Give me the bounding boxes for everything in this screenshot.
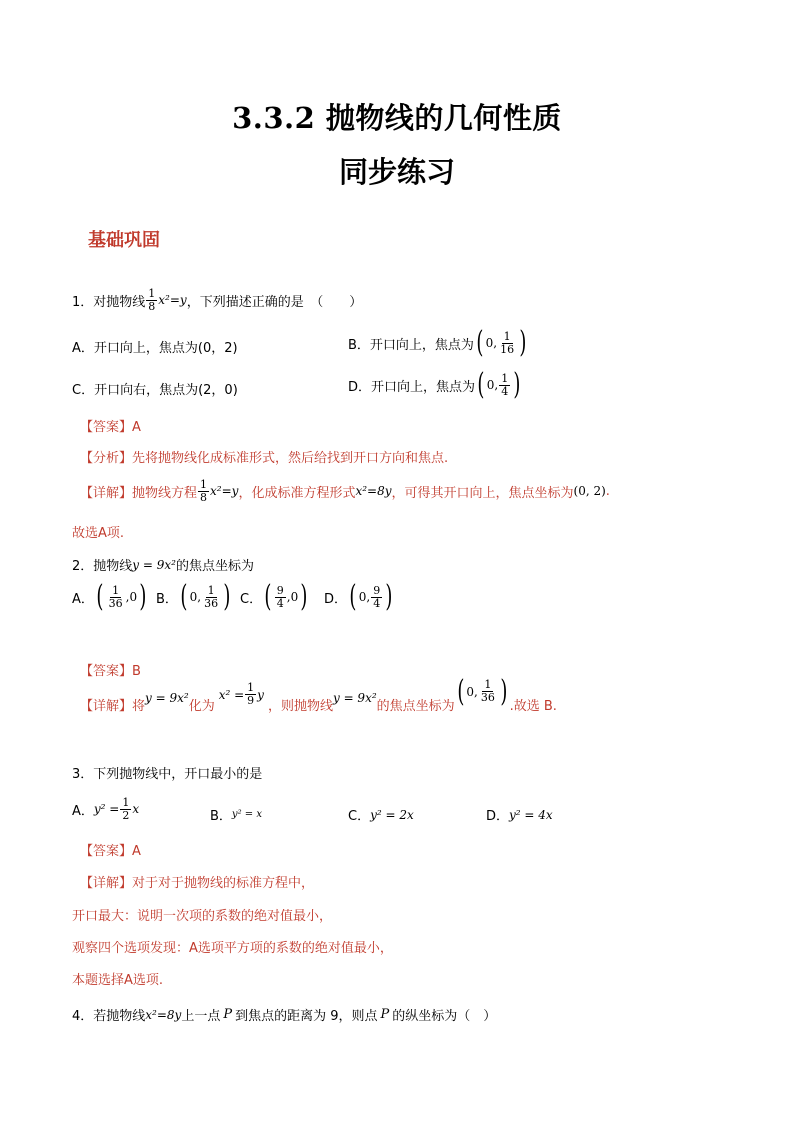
question-2-option-a: A． ( $\frac{1}{36}$ ,0 ) (72, 579, 147, 614)
question-3-option-a: A． y² = $\frac{1}{2}$ x (72, 796, 140, 822)
question-3-detail-line-2: 开口最大：说明一次项的系数的绝对值最小， (72, 909, 333, 924)
question-3-answer: 【答案】A (80, 844, 141, 859)
question-2-option-d: D． ( 0, $\frac{9}{4}$ ) (324, 579, 393, 614)
section-heading: 基础巩固 (88, 230, 160, 251)
question-3-option-d: D． y² = 4x (486, 807, 553, 824)
question-3-detail: 【详解】对于对于抛物线的标准方程中， (80, 876, 315, 891)
question-3-detail-line-4: 本题选择A选项. (72, 973, 164, 988)
page-title: 3.3.2 抛物线的几何性质 (232, 101, 562, 135)
question-1-option-d: D．开口向上，焦点为 ( 0, $\frac{1}{4}$ ) (348, 367, 521, 402)
question-1-option-c: C．开口向右，焦点为(2，0) (72, 383, 238, 398)
page-subtitle: 同步练习 (338, 155, 455, 189)
question-1-conclusion: 故选A项. (72, 526, 125, 541)
question-1-detail: 【详解】抛物线方程 $\frac{1}{8}$ x²=y ，化成标准方程形式 x²=8y ，可得其开口向上，焦点坐标为 (0, 2) . (80, 478, 610, 504)
question-2-detail: 【详解】将 y = 9x² 化为 x² = $\frac{1}{9}$ y ，则抛物线 y = 9x² 的焦点坐标为 ( 0, $\frac{1}{36}$ ) .故选 B. (80, 673, 557, 714)
question-2-stem: 2．抛物线 y = 9x² 的焦点坐标为 (72, 557, 254, 574)
question-1-option-b: B．开口向上，焦点为 ( 0, $\frac{1}{16}$ ) (348, 325, 527, 360)
question-1-answer: 【答案】A (80, 420, 141, 435)
question-1-option-a: A．开口向上，焦点为(0，2) (72, 341, 238, 356)
question-3-stem: 3．下列抛物线中，开口最小的是 (72, 767, 263, 782)
question-2-option-c: C． ( $\frac{9}{4}$ ,0 ) (240, 579, 308, 614)
question-1-stem: 1．对抛物线 $\frac{1}{8}$ x²=y ，下列描述正确的是 （ ） (72, 287, 363, 313)
question-3-detail-line-3: 观察四个选项发现：A选项平方项的系数的绝对值最小， (72, 941, 393, 956)
question-1-analysis: 【分析】先将抛物线化成标准形式，然后给找到开口方向和焦点. (80, 451, 449, 466)
question-2-answer: 【答案】B (80, 664, 141, 679)
question-3-option-c: C． y² = 2x (348, 807, 414, 824)
question-3-option-b: B． y² = x (210, 809, 262, 824)
fraction: $\frac{1}{8}$ (148, 287, 156, 313)
question-4-stem: 4．若抛物线 x²=8y 上一点 P 到焦点的距离为 9，则点 P 的纵坐标为（ ） (72, 1007, 497, 1024)
question-2-option-b: B． ( 0, $\frac{1}{36}$ ) (156, 579, 231, 614)
